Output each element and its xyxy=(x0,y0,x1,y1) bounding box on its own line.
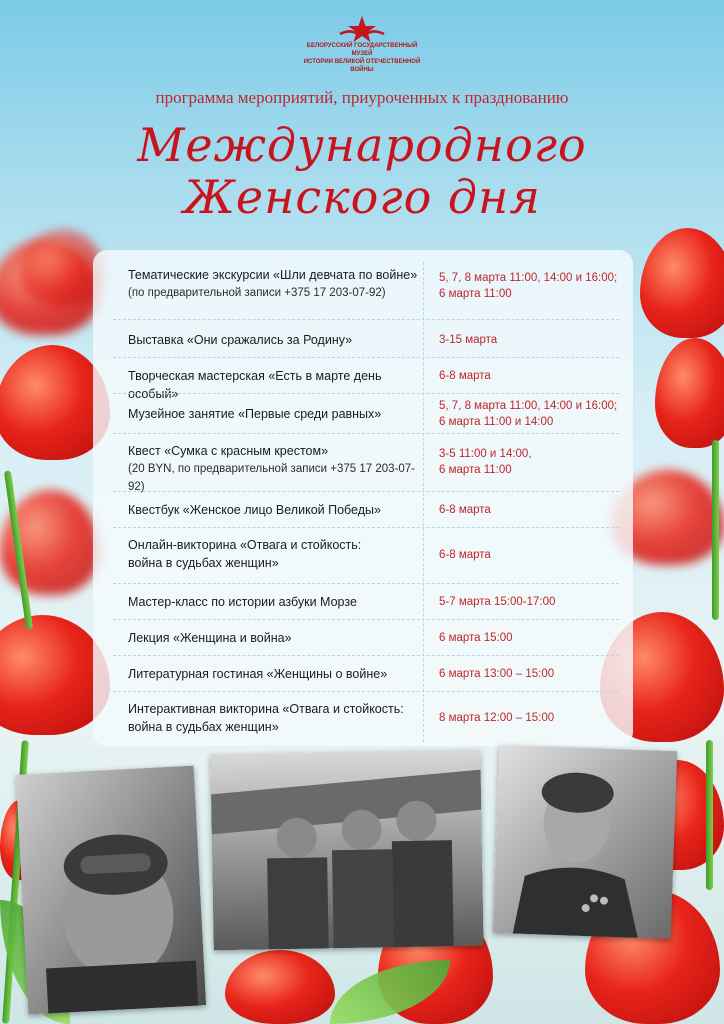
schedule-row xyxy=(93,692,633,746)
event-name: Интерактивная викторина «Отвага и стойкость: xyxy=(128,702,404,716)
museum-name-line2: ИСТОРИИ ВЕЛИКОЙ ОТЕЧЕСТВЕННОЙ ВОЙНЫ xyxy=(303,59,421,73)
schedule-panel xyxy=(93,250,633,746)
title-line2: Женского дня xyxy=(183,170,541,224)
tulip-decoration xyxy=(655,338,724,448)
schedule-row xyxy=(93,656,633,692)
event-name: Творческая мастерская «Есть в марте день особый» xyxy=(128,369,382,401)
photo-pilots-group xyxy=(210,750,483,951)
event-date: 6-8 марта xyxy=(439,370,491,382)
event-name: Лекция «Женщина и война» xyxy=(128,631,292,645)
schedule-row xyxy=(93,394,633,434)
photo-woman-with-medals xyxy=(493,745,677,939)
event-name: Онлайн-викторина «Отвага и стойкость: xyxy=(128,538,362,552)
event-date: 6 марта 15:00 xyxy=(439,632,513,644)
event-date: 3-5 11:00 и 14:00, xyxy=(439,448,532,460)
event-date: 6-8 марта xyxy=(439,549,491,561)
event-date-extra: 6 марта 11:00 xyxy=(439,464,512,476)
event-name: Литературная гостиная «Женщины о войне» xyxy=(128,667,388,681)
schedule-row xyxy=(93,250,633,320)
schedule-row xyxy=(93,434,633,492)
event-date: 6 марта 13:00 – 15:00 xyxy=(439,668,555,680)
tulip-decoration xyxy=(640,228,724,338)
event-name-cont: война в судьбах женщин» xyxy=(128,720,279,734)
event-name: Квест «Сумка с красным крестом» xyxy=(128,444,329,458)
column-divider xyxy=(423,262,424,742)
schedule-row xyxy=(93,358,633,401)
schedule-row xyxy=(93,620,633,656)
event-date: 3-15 марта xyxy=(439,334,498,346)
museum-name xyxy=(300,42,424,74)
schedule-row xyxy=(93,492,633,528)
event-date-extra: 6 марта 11:00 и 14:00 xyxy=(439,416,554,428)
event-note: (по предварительной записи +375 17 203-07-92) xyxy=(128,287,386,299)
event-date-extra: 6 марта 11:00 xyxy=(439,288,512,300)
title-line1: Международного xyxy=(137,118,587,172)
event-date: 5, 7, 8 марта 11:00, 14:00 и 16:00; xyxy=(439,272,618,284)
event-name: Тематические экскурсии «Шли девчата по войне» xyxy=(128,268,418,282)
schedule-row xyxy=(93,584,633,620)
schedule-row xyxy=(93,320,633,358)
event-date: 6-8 марта xyxy=(439,504,491,516)
stem-decoration xyxy=(706,740,713,890)
event-name: Выставка «Они сражались за Родину» xyxy=(128,333,353,347)
event-date: 5, 7, 8 марта 11:00, 14:00 и 16:00; xyxy=(439,400,618,412)
program-subtitle: программа мероприятий, приуроченных к празднованию xyxy=(155,88,569,107)
event-name-cont: война в судьбах женщин» xyxy=(128,556,279,570)
event-name: Мастер-класс по истории азбуки Морзе xyxy=(128,595,357,609)
event-date: 5-7 марта 15:00-17:00 xyxy=(439,596,556,608)
stem-decoration xyxy=(712,440,719,620)
event-name: Квестбук «Женское лицо Великой Победы» xyxy=(128,503,381,517)
schedule-row xyxy=(93,528,633,584)
tulip-decoration xyxy=(225,950,335,1024)
event-note: (20 BYN, по предварительной записи +375 17 203-07-92) xyxy=(128,463,415,493)
event-date: 8 марта 12:00 – 15:00 xyxy=(439,712,555,724)
museum-name-line1: БЕЛОРУССКИЙ ГОСУДАРСТВЕННЫЙ МУЗЕЙ xyxy=(306,43,418,57)
photo-pilot-portrait xyxy=(16,766,206,1015)
event-name: Музейное занятие «Первые среди равных» xyxy=(128,407,382,421)
